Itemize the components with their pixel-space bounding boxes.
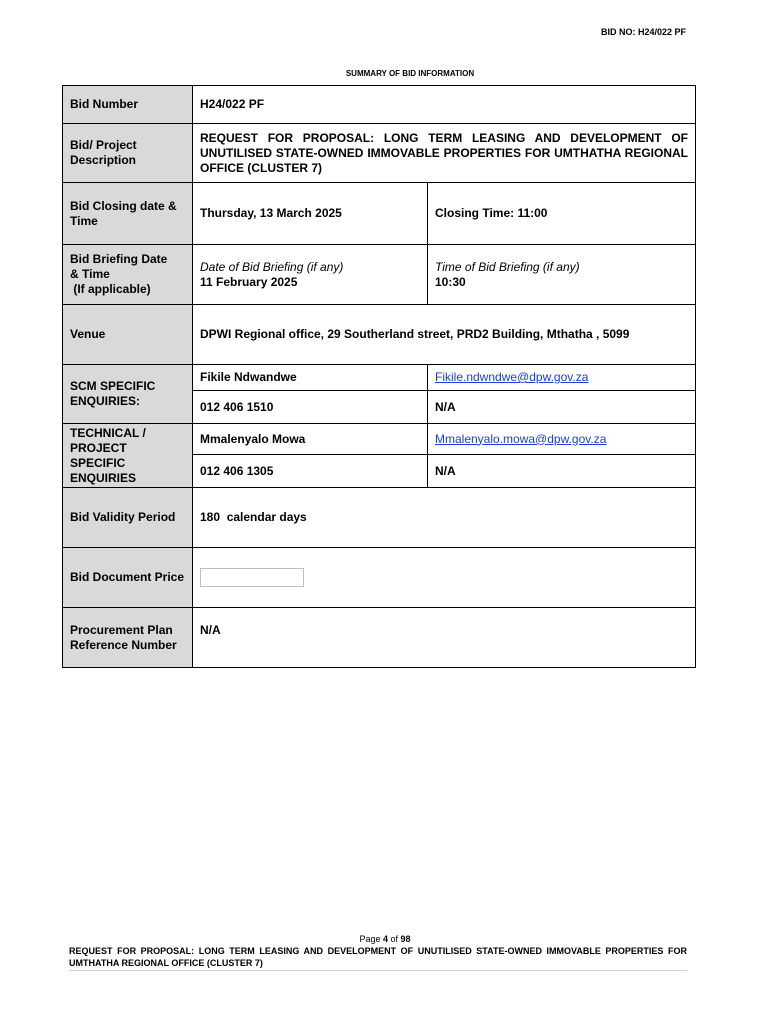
scm-name: Fikile Ndwandwe xyxy=(193,365,428,391)
scm-email-link[interactable]: Fikile.ndwndwe@dpw.gov.za xyxy=(435,370,589,384)
row-description xyxy=(63,124,696,183)
row-bid-number xyxy=(63,86,696,124)
technical-name: Mmalenyalo Mowa xyxy=(193,424,428,455)
venue-value: DPWI Regional office, 29 Southerland street, PRD2 Building, Mthatha , 5099 xyxy=(193,305,696,365)
row-procurement xyxy=(63,608,696,668)
technical-email-link[interactable]: Mmalenyalo.mowa@dpw.gov.za xyxy=(435,431,607,446)
row-price xyxy=(63,548,696,608)
bid-number-label: Bid Number xyxy=(63,86,193,124)
row-venue xyxy=(63,305,696,365)
scm-fax: N/A xyxy=(428,391,696,424)
page-of: of xyxy=(388,934,401,944)
briefing-label-line1: Bid Briefing Date xyxy=(70,252,168,266)
row-closing xyxy=(63,183,696,245)
description-label: Bid/ Project Description xyxy=(63,124,193,183)
scm-label: SCM SPECIFIC ENQUIRIES: xyxy=(63,365,193,424)
briefing-date-cell xyxy=(193,245,428,305)
technical-label: TECHNICAL / PROJECT SPECIFIC ENQUIRIES xyxy=(63,424,193,488)
briefing-label-line2: & Time xyxy=(70,267,110,281)
technical-fax: N/A xyxy=(428,455,696,488)
scm-email-cell xyxy=(428,365,696,391)
row-validity xyxy=(63,488,696,548)
price-cell xyxy=(193,548,696,608)
closing-time: Closing Time: 11:00 xyxy=(428,183,696,245)
briefing-label-line3: (If applicable) xyxy=(70,282,151,296)
page-number xyxy=(0,934,770,944)
venue-label: Venue xyxy=(63,305,193,365)
scm-phone: 012 406 1510 xyxy=(193,391,428,424)
footer-title: REQUEST FOR PROPOSAL: LONG TERM LEASING AND DEVELOPMENT OF UNUTILISED STATE-OWNED IMMOVABLE PROPERTIES FOR UMTHATHA REGIONAL OFFICE (CLUSTER 7) xyxy=(69,945,687,971)
briefing-label xyxy=(63,245,193,305)
technical-email-cell xyxy=(428,424,696,455)
technical-phone: 012 406 1305 xyxy=(193,455,428,488)
page-prefix: Page xyxy=(359,934,383,944)
briefing-time-caption: Time of Bid Briefing (if any) xyxy=(435,259,580,274)
briefing-time: 10:30 xyxy=(435,274,466,289)
summary-title: SUMMARY OF BID INFORMATION xyxy=(345,69,475,78)
briefing-time-cell xyxy=(428,245,696,305)
procurement-label: Procurement Plan Reference Number xyxy=(63,608,193,668)
bid-number-value: H24/022 PF xyxy=(193,86,696,124)
briefing-date: 11 February 2025 xyxy=(200,274,298,289)
row-technical-contact xyxy=(63,424,696,455)
validity-value: 180 calendar days xyxy=(193,488,696,548)
page-current: 4 xyxy=(382,934,388,944)
validity-label: Bid Validity Period xyxy=(63,488,193,548)
bid-number-header: BID NO: H24/022 PF xyxy=(600,27,686,37)
row-briefing xyxy=(63,245,696,305)
procurement-value: N/A xyxy=(193,608,696,668)
closing-label: Bid Closing date & Time xyxy=(63,183,193,245)
price-input-box[interactable] xyxy=(200,568,304,587)
description-value: REQUEST FOR PROPOSAL: LONG TERM LEASING AND DEVELOPMENT OF UNUTILISED STATE-OWNED IMMOVABLE PROPERTIES FOR UMTHATHA REGIONAL OFFICE (CLUSTER 7) xyxy=(193,124,696,183)
bid-summary-table xyxy=(62,85,696,668)
row-scm-contact xyxy=(63,365,696,391)
briefing-date-caption: Date of Bid Briefing (if any) xyxy=(200,259,344,274)
price-label: Bid Document Price xyxy=(63,548,193,608)
closing-date: Thursday, 13 March 2025 xyxy=(193,183,428,245)
page-total: 98 xyxy=(400,934,411,944)
